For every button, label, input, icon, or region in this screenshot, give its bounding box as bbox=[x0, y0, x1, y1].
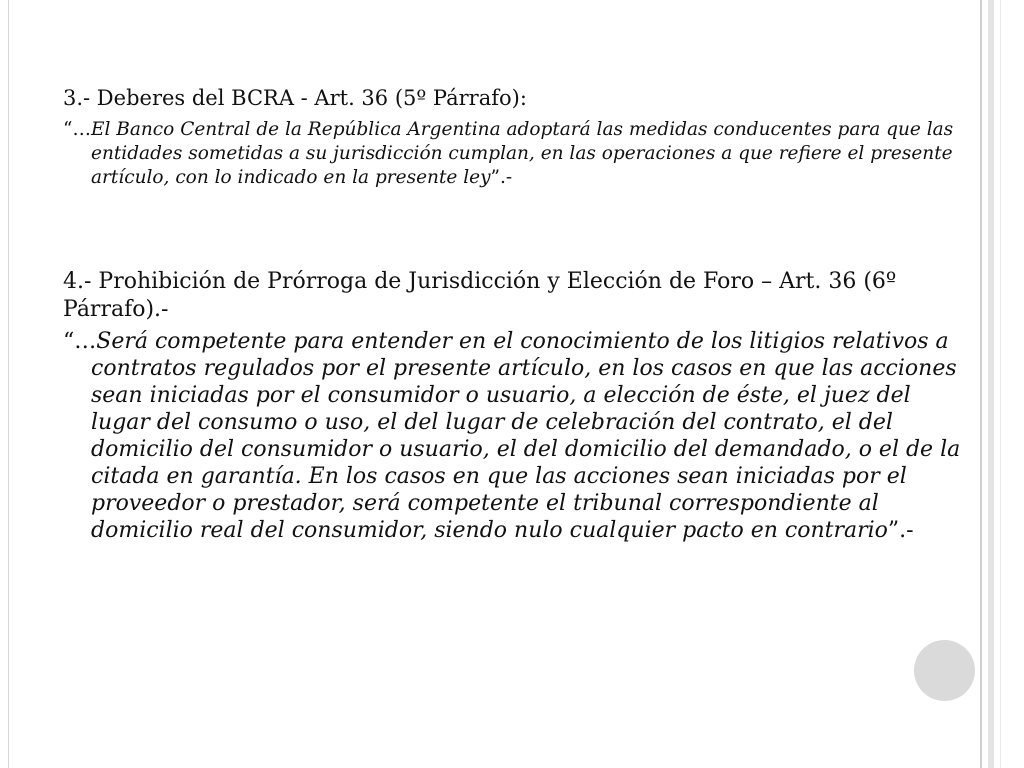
section-4-quote-open: “… bbox=[63, 329, 97, 354]
section-3-heading: 3.- Deberes del BCRA - Art. 36 (5º Párrafo): bbox=[63, 86, 527, 110]
section-3-quote-text: El Banco Central de la República Argentina adoptará las medidas conducentes para que las entidades sometidas a su jurisdicción cumplan, en las operaciones a que refiere el presente artículo, con lo indicado en la presente ley bbox=[90, 119, 954, 188]
section-4-quote-text: Será competente para entender en el conocimiento de los litigios relativos a contratos regulados por el presente artículo, en los casos en que las acciones sean iniciadas por el consumidor o usuario, a elección de éste, el juez del lugar del consumo o uso, el del lugar de celebración del contrato, el del domicilio del consumidor o usuario, el del domicilio del demandado, o el de la citada en garantía. En los casos en que las acciones sean iniciadas por el proveedor o prestador, será competente el tribunal correspondiente al domicilio real del consumidor, siendo nulo cualquier pacto en contrario bbox=[91, 329, 961, 543]
section-gap bbox=[63, 190, 968, 268]
frame-line-right-outer bbox=[1000, 0, 1001, 768]
section-4-heading: 4.- Prohibición de Prórroga de Jurisdicción y Elección de Foro – Art. 36 (6º Párrafo).- bbox=[63, 269, 897, 322]
section-4-quote-close: ”.- bbox=[887, 518, 914, 543]
frame-band-right bbox=[988, 0, 994, 768]
section-3-quote-open: “… bbox=[63, 119, 91, 140]
frame-line-left bbox=[8, 0, 9, 768]
decorative-circle bbox=[914, 640, 975, 701]
slide-content bbox=[63, 84, 968, 544]
section-4-quote bbox=[63, 328, 968, 544]
section-3-quote bbox=[63, 118, 968, 190]
section-3-quote-close: ”.- bbox=[490, 167, 513, 188]
frame-line-right bbox=[980, 0, 982, 768]
